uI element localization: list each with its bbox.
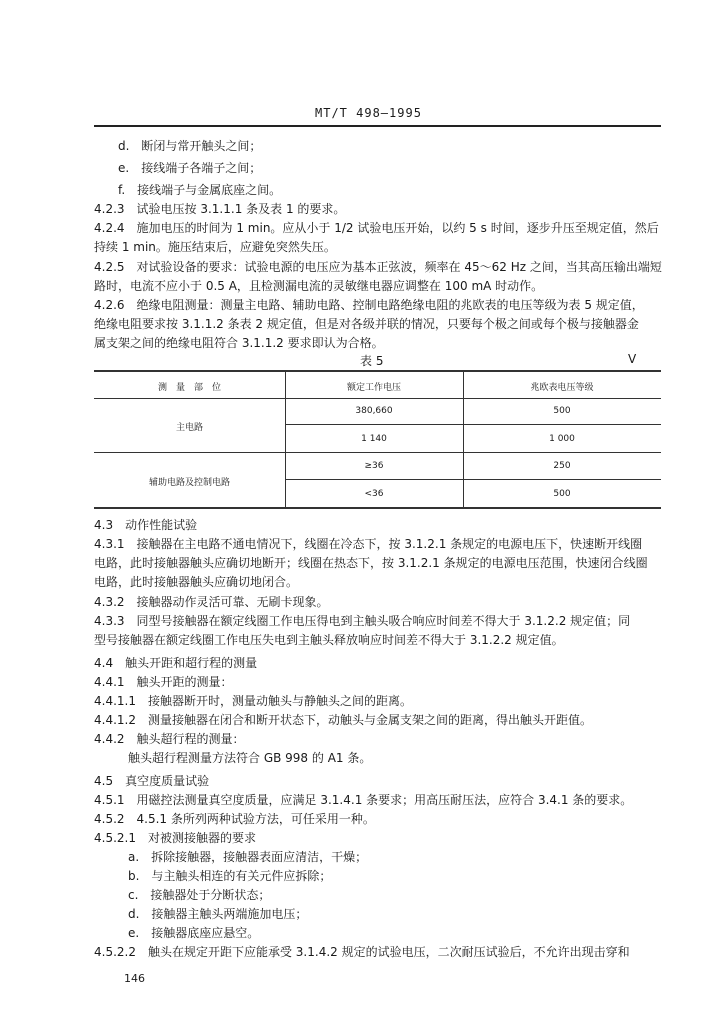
clause-4-4-1-2: 4.4.1.2 测量接触器在闭合和断开状态下，动触头与金属支架之间的距离，得出触头开距值。 (94, 713, 592, 727)
clause-4-5-2-2: 4.5.2.2 触头在规定开距下应能承受 3.1.4.2 规定的试验电压，二次耐压试验后，不允许出现击穿和 (94, 945, 630, 959)
clause-4-2-6-cont2: 属支架之间的绝缘电阻符合 3.1.1.2 要求即认为合格。 (94, 336, 384, 350)
clause-4-2-4-cont: 持续 1 min。施压结束后，应避免突然失压。 (94, 240, 336, 254)
table-cell-voltage: 1 140 (361, 434, 387, 444)
table-caption: 表 5 (360, 354, 384, 368)
clause-4-2-5: 4.2.5 对试验设备的要求：试验电源的电压应为基本正弦波，频率在 45～62 Hz 之间，当其高压输出端短 (94, 260, 662, 274)
clause-4-3-1-cont2: 电路，此时接触器触头应确切地闭合。 (94, 575, 299, 589)
list-item-c: c. 接触器处于分断状态； (128, 888, 271, 902)
section-4-4-heading: 4.4 触头开距和超行程的测量 (94, 656, 258, 670)
list-item-e: e. 接线端子各端子之间； (118, 161, 262, 175)
table-group-main-circuit: 主电路 (175, 423, 203, 433)
page-number: 146 (124, 972, 145, 985)
clause-4-2-3: 4.2.3 试验电压按 3.1.1.1 条及表 1 的要求。 (94, 202, 346, 216)
clause-4-3-3-cont: 型号接触器在额定线圈工作电压失电到主触头释放响应时间差不得大于 3.1.2.2 规定值。 (94, 633, 564, 647)
clause-4-2-6: 4.2.6 绝缘电阻测量：测量主电路、辅助电路、控制电路绝缘电阻的兆欧表的电压等级为表 5 规定值， (94, 298, 644, 312)
list-item-a: a. 拆除接触器，接触器表面应清洁，干燥； (128, 850, 368, 864)
list-item-e2: e. 接触器底座应悬空。 (128, 926, 260, 940)
table-cell-megger: 500 (553, 489, 571, 499)
table-cell-megger: 250 (553, 461, 571, 471)
table-header-rated-voltage: 额定工作电压 (346, 383, 401, 393)
table-group-aux-circuit: 辅助电路及控制电路 (148, 478, 230, 488)
section-4-5-heading: 4.5 真空度质量试验 (94, 774, 210, 788)
page-header-code: MT/T 498—1995 (315, 106, 422, 120)
table-unit: V (628, 352, 637, 366)
clause-4-4-1: 4.4.1 触头开距的测量： (94, 675, 233, 689)
clause-4-3-2: 4.3.2 接触器动作灵活可靠、无刷卡现象。 (94, 595, 329, 609)
table-cell-voltage: 380,660 (355, 406, 393, 416)
table-header-megger-voltage: 兆欧表电压等级 (530, 383, 594, 393)
clause-4-3-1-cont1: 电路，此时接触器触头应确切地断开；线圈在热态下，按 3.1.2.1 条规定的电源电压范围，快速闭合线圈 (94, 556, 648, 570)
clause-4-3-3: 4.3.3 同型号接触器在额定线圈工作电压得电到主触头吸合响应时间差不得大于 3.1.2.2 规定值；同 (94, 614, 631, 628)
table-cell-voltage: ≥36 (364, 461, 384, 471)
clause-4-4-2: 4.4.2 触头超行程的测量： (94, 732, 245, 746)
table-header-location: 测 量 部 位 (157, 383, 221, 393)
clause-4-4-2-body: 触头超行程测量方法符合 GB 998 的 A1 条。 (128, 751, 372, 765)
clause-4-5-2-1: 4.5.2.1 对被测接触器的要求 (94, 831, 256, 845)
list-item-d2: d. 接触器主触头两端施加电压； (128, 907, 308, 921)
clause-4-4-1-1: 4.4.1.1 接触器断开时，测量动触头与静触头之间的距离。 (94, 694, 412, 708)
list-item-d: d. 断闭与常开触头之间； (118, 139, 262, 153)
table-cell-megger: 1 000 (549, 434, 575, 444)
clause-4-5-2: 4.5.2 4.5.1 条所列两种试验方法，可任采用一种。 (94, 812, 375, 826)
header-rule (94, 125, 661, 127)
section-4-3-heading: 4.3 动作性能试验 (94, 518, 198, 532)
clause-4-5-1: 4.5.1 用磁控法测量真空度质量，应满足 3.1.4.1 条要求；用高压耐压法，应符合 3.4.1 条的要求。 (94, 793, 633, 807)
table-cell-megger: 500 (553, 406, 571, 416)
clause-4-2-5-cont: 路时，电流不应小于 0.5 A，且检测漏电流的灵敏继电器应调整在 100 mA 时动作。 (94, 279, 544, 293)
table-cell-voltage: <36 (364, 489, 384, 499)
clause-4-3-1: 4.3.1 接触器在主电路不通电情况下，线圈在冷态下，按 3.1.2.1 条规定的电源电压下，快速断开线圈 (94, 537, 643, 551)
clause-4-2-6-cont1: 绝缘电阻要求按 3.1.1.2 条表 2 规定值，但是对各级并联的情况，只要每个极之间或每个极与接触器金 (94, 317, 639, 331)
clause-4-2-4: 4.2.4 施加电压的时间为 1 min。应从小于 1/2 试验电压开始，以约 5 s 时间，逐步升压至规定值，然后 (94, 221, 659, 235)
list-item-b: b. 与主触头相连的有关元件应拆除； (128, 869, 332, 883)
list-item-f: f. 接线端子与金属底座之间。 (118, 183, 282, 197)
